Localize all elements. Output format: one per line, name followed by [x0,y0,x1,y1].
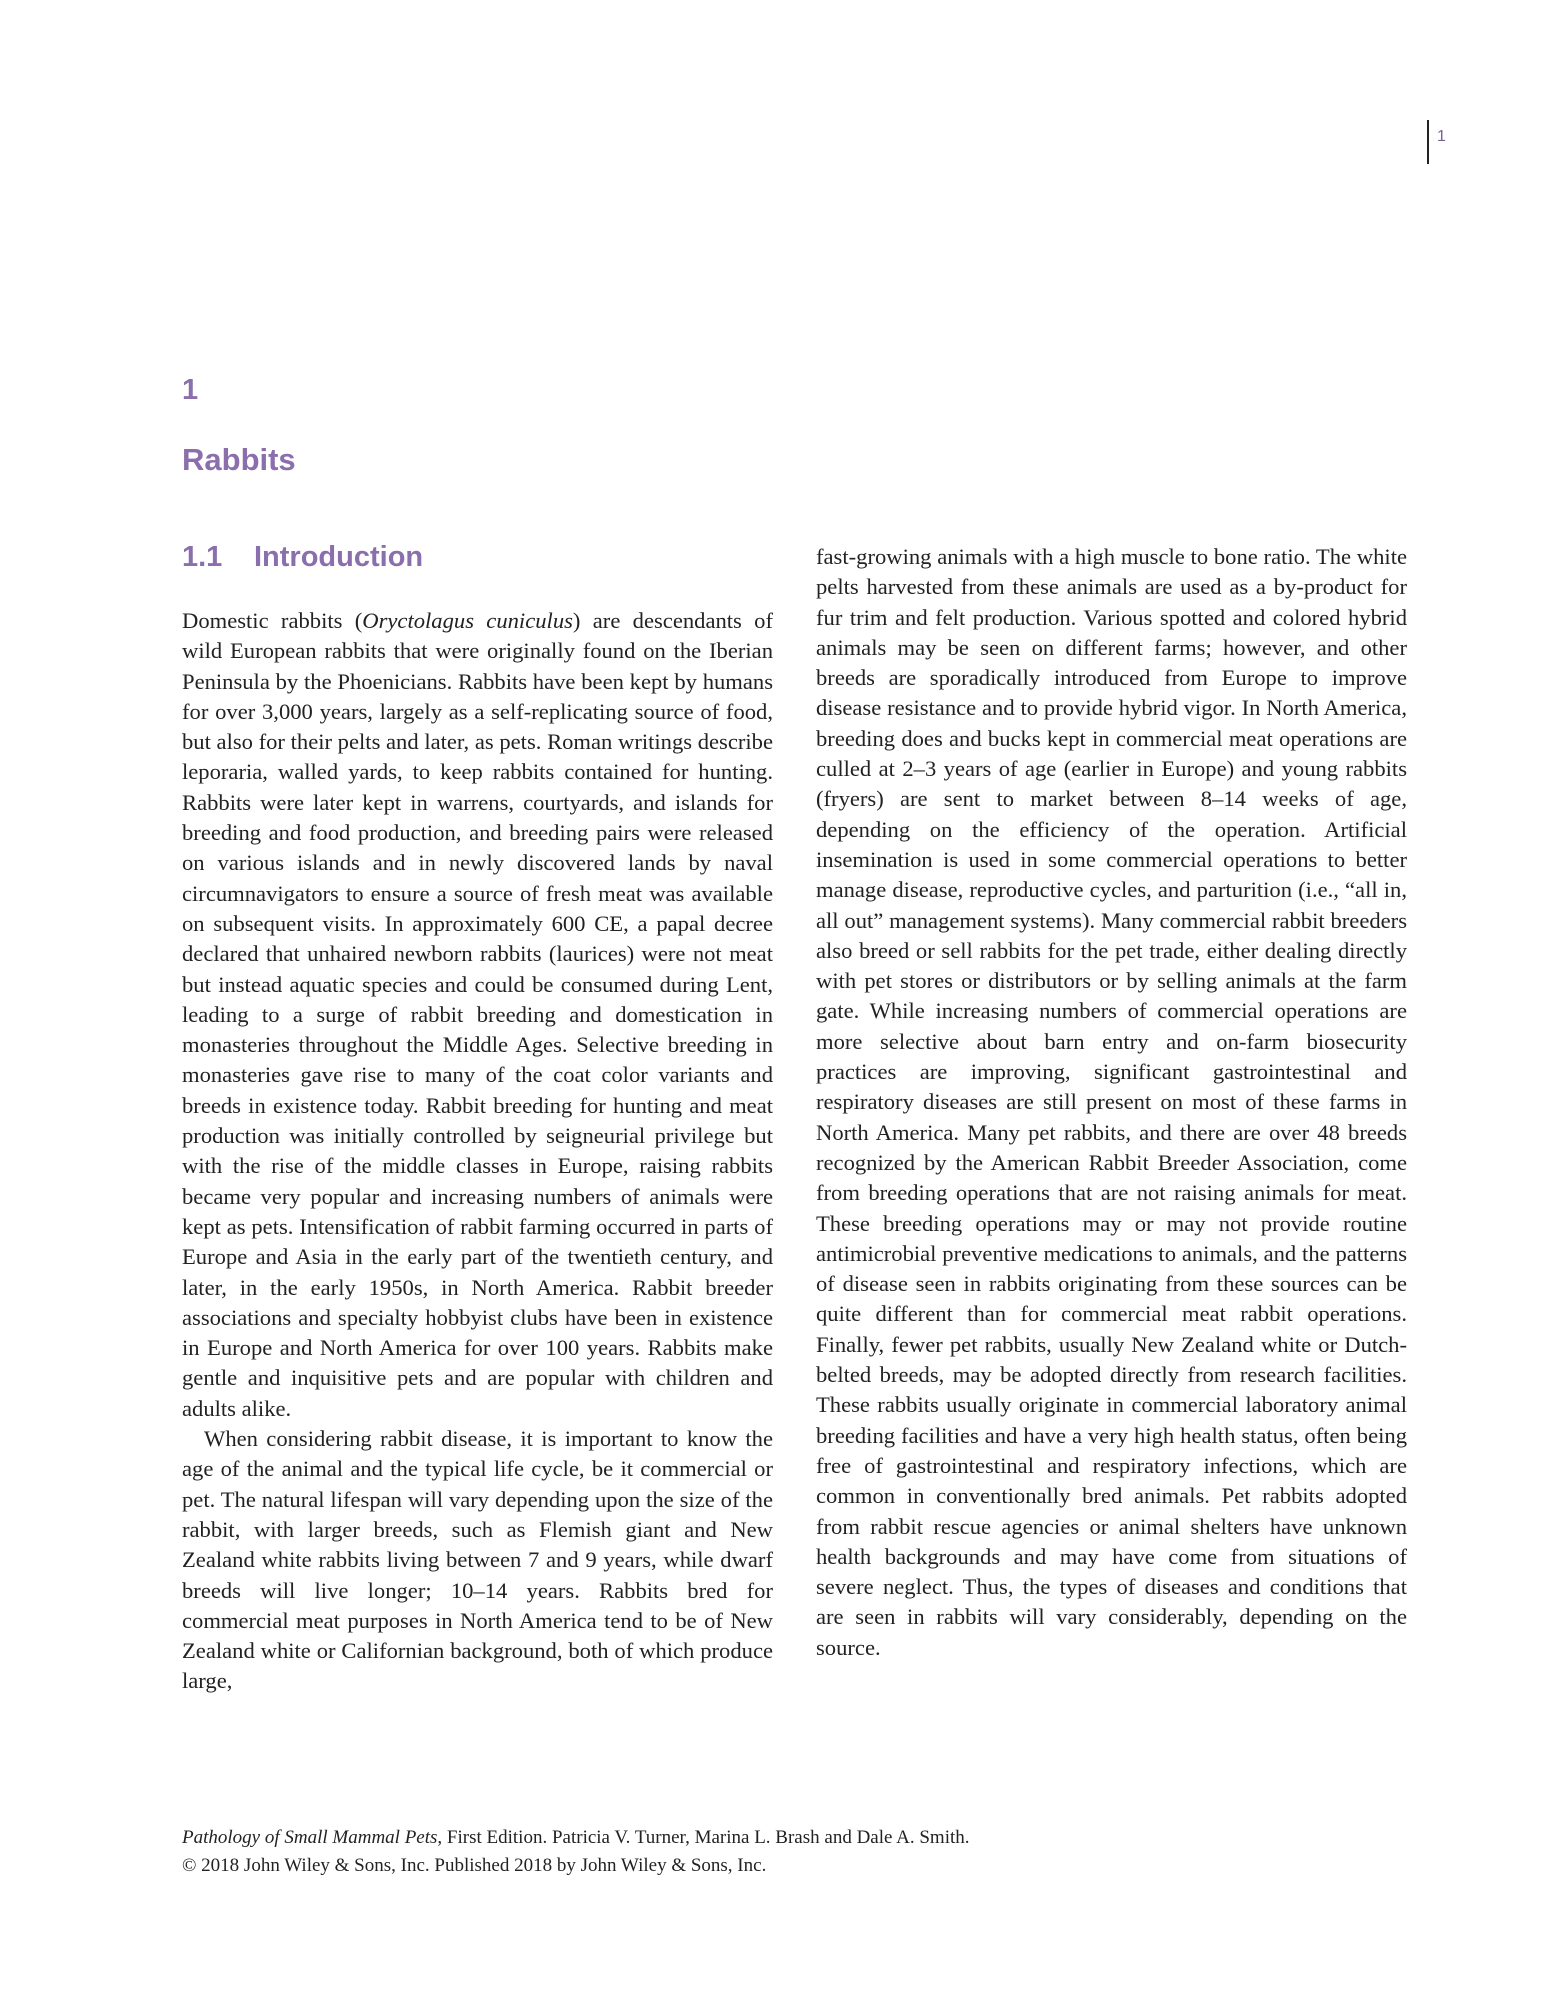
chapter-title: Rabbits [182,442,296,477]
paragraph-intro-lead: Domestic rabbits ( [182,608,363,633]
page-number: 1 [1437,128,1446,145]
footer-copyright: © 2018 John Wiley & Sons, Inc. Published 2018 by John Wiley & Sons, Inc. [182,1855,767,1876]
section-heading [182,540,773,574]
species-name: Oryctolagus cuniculus [362,608,573,633]
paragraph-intro [182,606,773,1424]
chapter-number: 1 [182,374,199,406]
paragraph-intro-body: ) are descendants of wild European rabbits that were originally found on the Iberian Peninsula by the Phoenicians. Rabbits have been kept by humans for over 3,000 years, largely as a self-replicating source of food, but also for their pelts and later, as pets. Roman writings describe leporaria, walled yards, to keep rabbits contained for hunting. Rabbits were later kept in warrens, courtyards, and islands for breeding and food production, and breeding pairs were released on various islands and in newly discovered lands by naval circumnavigators to ensure a source of fresh meat was available on subsequent visits. In approximately 600 CE, a papal decree declared that unhaired newborn rabbits (laurices) were not meat but instead aquatic species and could be consumed during Lent, leading to a surge of rabbit breeding and domestication in monasteries throughout the Middle Ages. Selective breeding in monasteries gave rise to many of the coat color variants and breeds in existence today. Rabbit breeding for hunting and meat production was initially controlled by seigneurial privilege but with the rise of the middle classes in Europe, raising rabbits became very popular and increasing numbers of animals were kept as pets. Intensification of rabbit farming occurred in parts of Europe and Asia in the early part of the twentieth century, and later, in the early 1950s, in North America. Rabbit breeder associations and specialty hobbyist clubs have been in existence in Europe and North America for over 100 years. Rabbits make gentle and inquisitive pets and are popular with children and adults alike. [182,608,773,1421]
section-title: Introduction [254,541,424,573]
section-number: 1.1 [182,541,223,573]
right-column [816,542,1407,1663]
book-title: Pathology of Small Mammal Pets [182,1827,438,1848]
folio-rule [1427,120,1429,164]
footer-edition-authors: , First Edition. Patricia V. Turner, Marina L. Brash and Dale A. Smith. [437,1827,970,1848]
paragraph-lifecycle-continued: fast-growing animals with a high muscle to bone ratio. The white pelts harvested from these animals are used as a by-product for fur trim and felt production. Various spotted and colored hybrid animals may be seen on different farms; however, and other breeds are sporadically introduced from Europe to improve disease resistance and to provide hybrid vigor. In North America, breeding does and bucks kept in commercial meat operations are culled at 2–3 years of age (earlier in Europe) and young rabbits (fryers) are sent to market between 8–14 weeks of age, depending on the efficiency of the operation. Artificial insemination is used in some commercial operations to better manage disease, reproductive cycles, and parturition (i.e., “all in, all out” management systems). Many commercial rabbit breeders also breed or sell rabbits for the pet trade, either dealing directly with pet stores or distributors or by selling animals at the farm gate. While increasing numbers of commercial operations are more selective about barn entry and on-farm biosecurity practices are improving, significant gastrointestinal and respiratory diseases are still present on most of these farms in North America. Many pet rabbits, and there are over 48 breeds recognized by the American Rabbit Breeder Association, come from breeding operations that are not raising animals for meat. These breeding operations may or may not provide routine antimicrobial preventive medications to animals, and the patterns of disease seen in rabbits originating from these sources can be quite different than for commercial meat rabbit operations. Finally, fewer pet rabbits, usually New Zealand white or Dutch-belted breeds, may be adopted directly from research facilities. These rabbits usually originate in commercial laboratory animal breeding facilities and have a very high health status, often being free of gastrointestinal and respiratory infections, which are common in conventionally bred animals. Pet rabbits adopted from rabbit rescue agencies or animal shelters have unknown health backgrounds and may have come from situations of severe neglect. Thus, the types of diseases and conditions that are seen in rabbits will vary considerably, depending on the source. [816,544,1407,1660]
footer-citation [182,1824,970,1852]
paragraph-lifecycle: When considering rabbit disease, it is important to know the age of the animal and the typical life cycle, be it commercial or pet. The natural lifespan will vary depending upon the size of the rabbit, with larger breeds, such as Flemish giant and New Zealand white rabbits living between 7 and 9 years, while dwarf breeds will live longer; 10–14 years. Rabbits bred for commercial meat purposes in North America tend to be of New Zealand white or Californian background, both of which produce large, [182,1426,773,1694]
left-column [182,540,773,1697]
copyright-footer [182,1824,970,1880]
